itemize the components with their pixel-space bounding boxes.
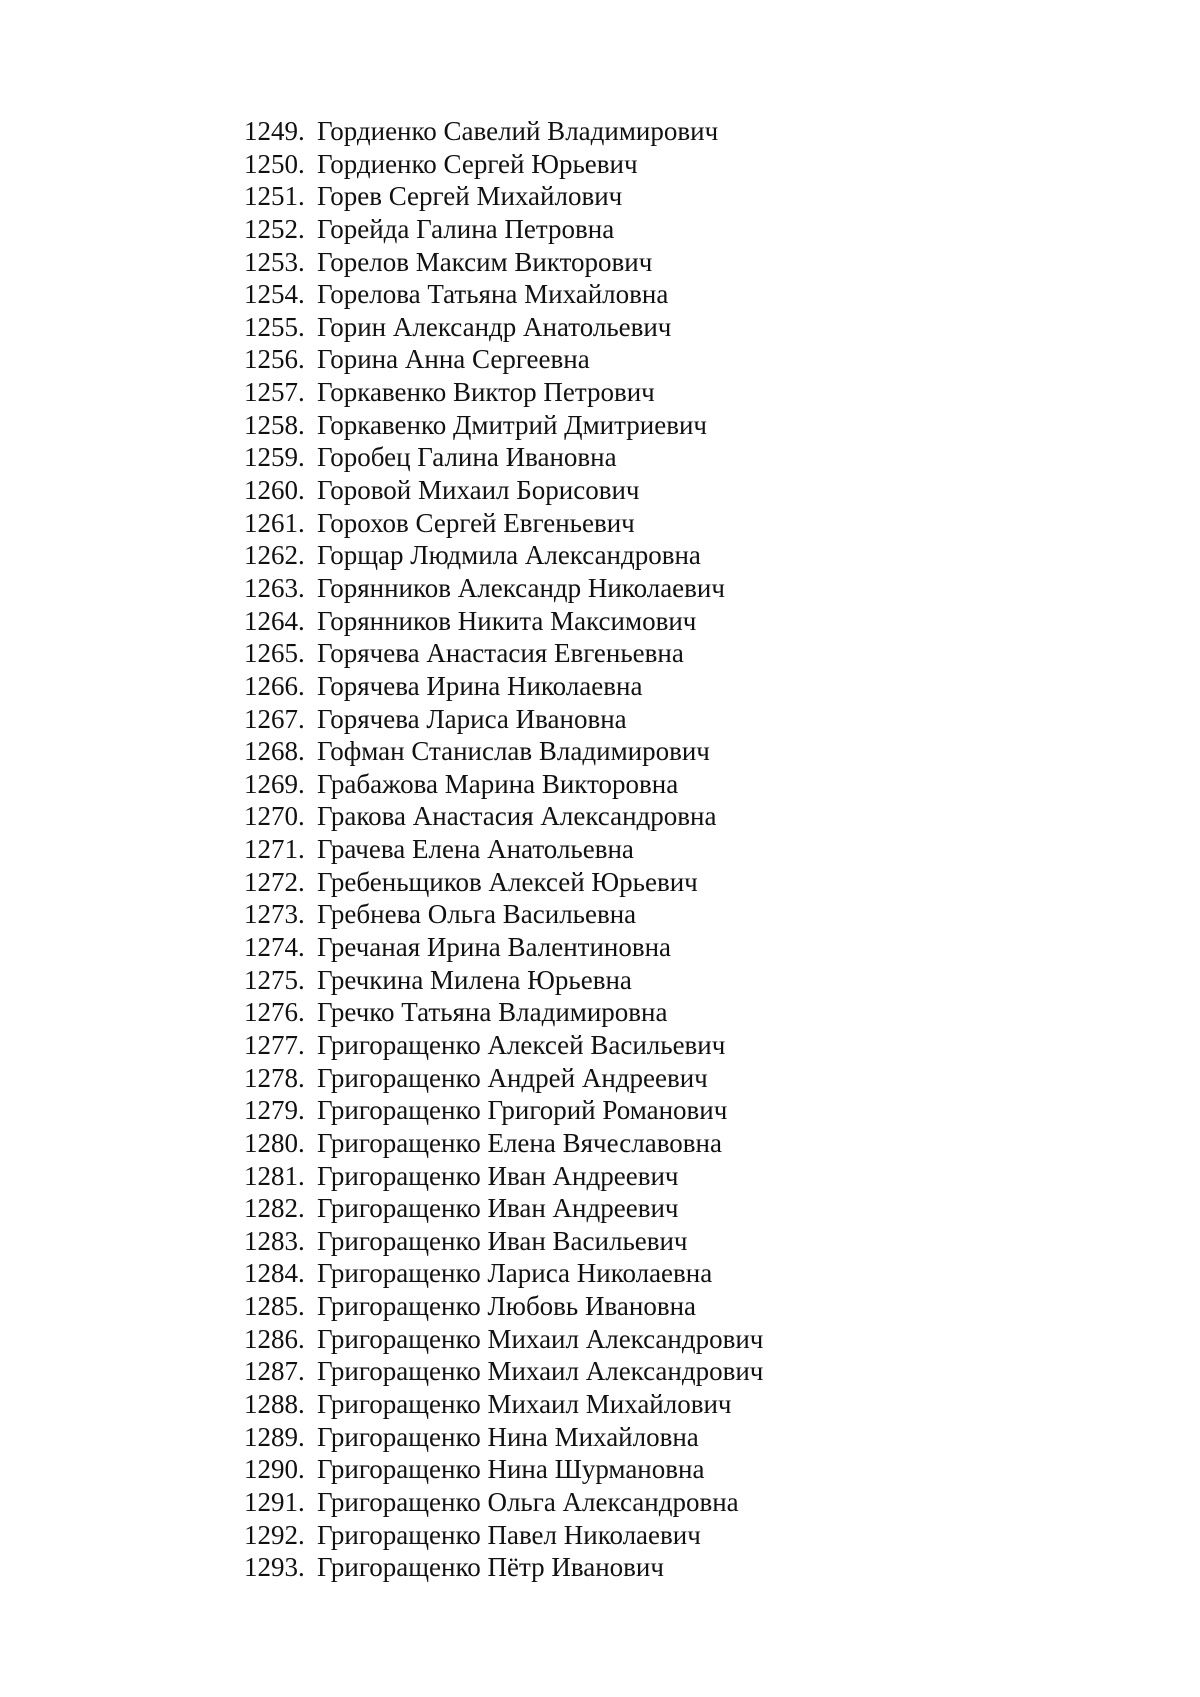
entry-name: Гребнева Ольга Васильевна [317,899,637,930]
entry-name: Горячева Анастасия Евгеньевна [317,638,684,669]
entry-number: 1251. [244,181,305,212]
entry-number: 1288. [244,1388,305,1419]
entry-name: Григоращенко Михаил Михайлович [317,1388,732,1419]
list-item [244,1127,763,1160]
entry-number: 1283. [244,1225,305,1256]
list-item [244,507,763,540]
list-item [244,898,763,931]
entry-name: Горев Сергей Михайлович [317,181,623,212]
list-item [244,1290,763,1323]
list-item [244,180,763,213]
list-item [244,1029,763,1062]
name-list [244,115,763,1584]
entry-number: 1268. [244,736,305,767]
entry-name: Горин Александр Анатольевич [317,311,672,342]
entry-name: Горина Анна Сергеевна [317,344,590,375]
entry-name: Григоращенко Иван Андреевич [317,1193,679,1224]
entry-number: 1293. [244,1552,305,1583]
list-item [244,1225,763,1258]
entry-number: 1259. [244,442,305,473]
entry-name: Григоращенко Иван Андреевич [317,1160,679,1191]
entry-name: Григоращенко Елена Вячеславовна [317,1127,722,1158]
entry-number: 1269. [244,768,305,799]
list-item [244,1519,763,1552]
entry-number: 1257. [244,377,305,408]
entry-name: Григоращенко Нина Михайловна [317,1421,699,1452]
list-item [244,1551,763,1584]
entry-name: Григоращенко Андрей Андреевич [317,1062,708,1093]
entry-number: 1280. [244,1127,305,1158]
entry-number: 1279. [244,1095,305,1126]
entry-number: 1263. [244,572,305,603]
entry-number: 1253. [244,246,305,277]
list-item [244,343,763,376]
list-item [244,409,763,442]
entry-number: 1291. [244,1486,305,1517]
entry-name: Григоращенко Ольга Александровна [317,1486,739,1517]
entry-number: 1292. [244,1519,305,1550]
entry-number: 1261. [244,507,305,538]
entry-number: 1256. [244,344,305,375]
list-item [244,703,763,736]
entry-number: 1266. [244,670,305,701]
entry-number: 1287. [244,1356,305,1387]
list-item [244,1453,763,1486]
entry-number: 1275. [244,964,305,995]
entry-number: 1274. [244,932,305,963]
list-item [244,1160,763,1193]
list-item [244,376,763,409]
entry-name: Грачева Елена Анатольевна [317,834,634,865]
list-item [244,996,763,1029]
entry-name: Горщар Людмила Александровна [317,540,701,571]
entry-name: Гребеньщиков Алексей Юрьевич [317,866,698,897]
entry-name: Григоращенко Иван Васильевич [317,1225,688,1256]
entry-number: 1262. [244,540,305,571]
entry-number: 1278. [244,1062,305,1093]
entry-name: Григоращенко Любовь Ивановна [317,1291,697,1322]
list-item [244,670,763,703]
list-item [244,735,763,768]
entry-name: Горячева Лариса Ивановна [317,703,627,734]
list-item [244,278,763,311]
entry-number: 1281. [244,1160,305,1191]
list-item [244,866,763,899]
entry-number: 1270. [244,801,305,832]
entry-name: Григоращенко Пётр Иванович [317,1552,664,1583]
entry-number: 1254. [244,279,305,310]
entry-name: Горкавенко Виктор Петрович [317,377,655,408]
entry-number: 1265. [244,638,305,669]
entry-name: Григоращенко Михаил Александрович [317,1323,764,1354]
entry-number: 1286. [244,1323,305,1354]
entry-name: Григоращенко Нина Шурмановна [317,1454,705,1485]
entry-name: Горохов Сергей Евгеньевич [317,507,635,538]
list-item [244,311,763,344]
entry-name: Грабажова Марина Викторовна [317,768,679,799]
entry-number: 1249. [244,116,305,146]
list-item [244,1355,763,1388]
entry-name: Горкавенко Дмитрий Дмитриевич [317,409,707,440]
entry-name: Григоращенко Алексей Васильевич [317,1029,726,1060]
list-item [244,637,763,670]
list-item [244,441,763,474]
list-item [244,115,763,148]
entry-name: Гречко Татьяна Владимировна [317,997,668,1028]
entry-name: Гордиенко Савелий Владимирович [317,116,719,146]
list-item [244,1323,763,1356]
entry-number: 1250. [244,148,305,179]
list-item [244,931,763,964]
entry-name: Горячева Ирина Николаевна [317,670,643,701]
list-item [244,572,763,605]
entry-name: Гофман Станислав Владимирович [317,736,710,767]
entry-name: Горовой Михаил Борисович [317,475,640,506]
list-item [244,1257,763,1290]
entry-name: Гракова Анастасия Александровна [317,801,717,832]
entry-name: Григоращенко Лариса Николаевна [317,1258,713,1289]
entry-number: 1267. [244,703,305,734]
list-item [244,148,763,181]
entry-number: 1273. [244,899,305,930]
list-item [244,833,763,866]
entry-name: Горобец Галина Ивановна [317,442,617,473]
entry-name: Горянников Никита Максимович [317,605,697,636]
entry-number: 1258. [244,409,305,440]
list-item [244,964,763,997]
list-item [244,213,763,246]
entry-name: Горелова Татьяна Михайловна [317,279,669,310]
list-item [244,474,763,507]
entry-number: 1284. [244,1258,305,1289]
entry-name: Гречкина Милена Юрьевна [317,964,632,995]
entry-name: Григоращенко Григорий Романович [317,1095,728,1126]
list-item [244,1486,763,1519]
entry-number: 1271. [244,834,305,865]
entry-name: Григоращенко Павел Николаевич [317,1519,701,1550]
entry-number: 1264. [244,605,305,636]
entry-number: 1260. [244,475,305,506]
entry-name: Гордиенко Сергей Юрьевич [317,148,638,179]
entry-name: Григоращенко Михаил Александрович [317,1356,764,1387]
entry-number: 1276. [244,997,305,1028]
list-item [244,605,763,638]
entry-number: 1285. [244,1291,305,1322]
entry-number: 1255. [244,311,305,342]
entry-name: Горелов Максим Викторович [317,246,653,277]
entry-name: Горейда Галина Петровна [317,213,615,244]
entry-number: 1272. [244,866,305,897]
list-item [244,539,763,572]
entry-number: 1252. [244,213,305,244]
list-item [244,1094,763,1127]
entry-number: 1277. [244,1029,305,1060]
list-item [244,246,763,279]
entry-number: 1282. [244,1193,305,1224]
list-item [244,768,763,801]
entry-number: 1290. [244,1454,305,1485]
entry-name: Горянников Александр Николаевич [317,572,725,603]
list-item [244,1388,763,1421]
entry-name: Гречаная Ирина Валентиновна [317,932,672,963]
list-item [244,1192,763,1225]
list-item [244,1421,763,1454]
list-item [244,800,763,833]
entry-number: 1289. [244,1421,305,1452]
list-item [244,1062,763,1095]
